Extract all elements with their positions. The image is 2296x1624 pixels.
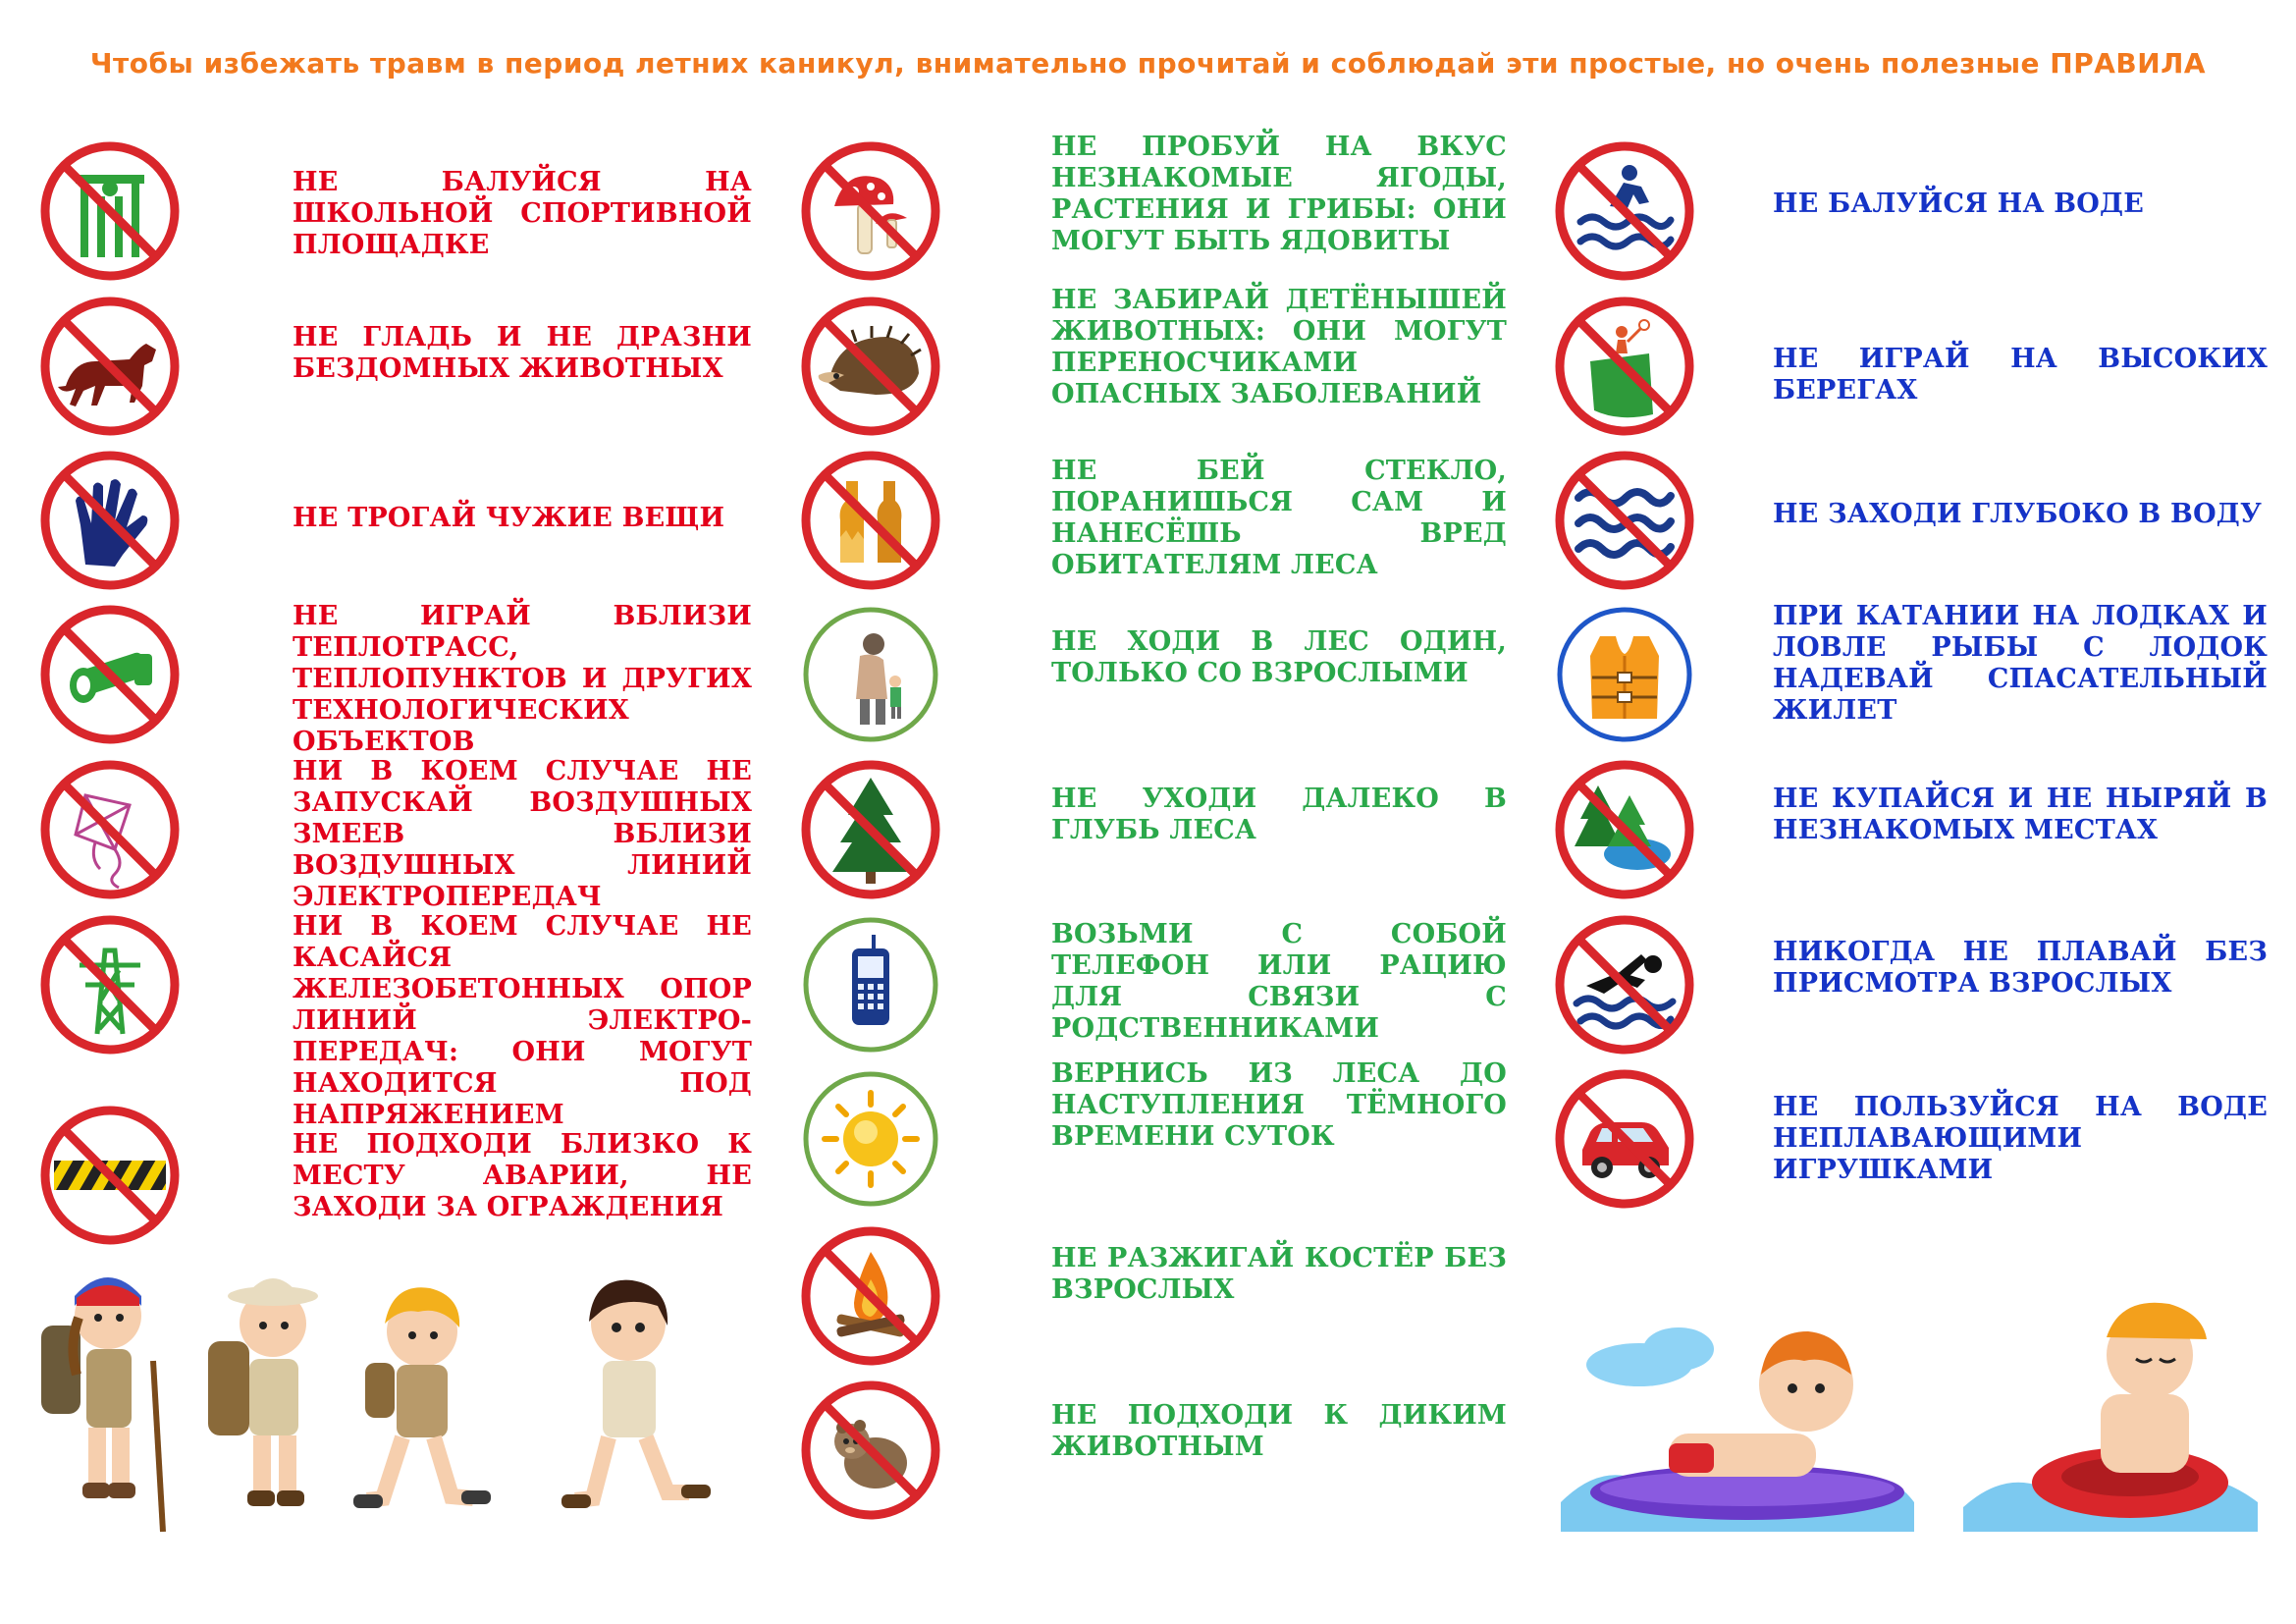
swimmer-prohibited-icon: [1551, 911, 1698, 1058]
campfire-prohibited-icon: [797, 1222, 944, 1370]
running-boy-figure: [353, 1287, 491, 1508]
rule-text: НИ В КОЕМ СЛУЧАЕ НЕ КАСАЙСЯ ЖЕЛЕЗОБЕТОННЫХ ОПОР ЛИНИЙ ЭЛЕКТРО-ПЕРЕДАЧ: ОНИ МОГУТ НАХОДИТСЯ ПОД НАПРЯЖЕНИЕМ: [293, 911, 752, 1130]
hedgehog-prohibited-icon: [797, 293, 944, 440]
rule-text: НЕ РАЗЖИГАЙ КОСТЁР БЕЗ ВЗРОСЛЫХ: [1051, 1243, 1507, 1305]
running-girl-figure: [561, 1280, 711, 1508]
rule-text: НЕ БАЛУЙСЯ НА ВОДЕ: [1773, 189, 2144, 219]
toy-car-prohibited-icon: [1551, 1065, 1698, 1213]
swimming-children-illustration: [1551, 1296, 2277, 1551]
mushroom-prohibited-icon: [797, 137, 944, 285]
rule-text: НЕ ПОЛЬЗУЙСЯ НА ВОДЕ НЕПЛАВАЮЩИМИ ИГРУШКАМИ: [1773, 1092, 2268, 1185]
rule-text: НЕ ЗАХОДИ ГЛУБОКО В ВОДУ: [1773, 499, 2263, 529]
rule-text: НЕ ИГРАЙ ВБЛИЗИ ТЕПЛОТРАСС, ТЕПЛОПУНКТОВ И ДРУГИХ ТЕХНОЛОГИЧЕСКИХ ОБЪЕКТОВ: [293, 601, 752, 757]
rule-text: НЕ ПОДХОДИ К ДИКИМ ЖИВОТНЫМ: [1051, 1400, 1507, 1462]
rule-text: НЕ БАЛУЙСЯ НА ШКОЛЬНОЙ СПОРТИВНОЙ ПЛОЩАДКЕ: [293, 167, 752, 260]
kite-prohibited-icon: [36, 756, 184, 903]
wild-animal-prohibited-icon: [797, 1377, 944, 1524]
mobile-phone-icon: [797, 911, 944, 1058]
fir-tree-prohibited-icon: [797, 756, 944, 903]
rule-text: НЕ ПОДХОДИ БЛИЗКО К МЕСТУ АВАРИИ, НЕ ЗАХОДИ ЗА ОГРАЖДЕНИЯ: [293, 1129, 752, 1222]
boy-in-ring-figure: [2032, 1303, 2228, 1518]
rule-text: НЕ ХОДИ В ЛЕС ОДИН, ТОЛЬКО СО ВЗРОСЛЫМИ: [1051, 626, 1507, 688]
sun-icon: [797, 1065, 944, 1213]
rule-text: НИКОГДА НЕ ПЛАВАЙ БЕЗ ПРИСМОТРА ВЗРОСЛЫХ: [1773, 937, 2268, 999]
rule-text: ВЕРНИСЬ ИЗ ЛЕСА ДО НАСТУПЛЕНИЯ ТЁМНОГО ВРЕМЕНИ СУТОК: [1051, 1058, 1507, 1152]
life-vest-icon: [1551, 601, 1698, 748]
rule-text: НЕ ТРОГАЙ ЧУЖИЕ ВЕЩИ: [293, 503, 725, 533]
rule-text: НИ В КОЕМ СЛУЧАЕ НЕ ЗАПУСКАЙ ВОЗДУШНЫХ ЗМЕЕВ ВБЛИЗИ ВОЗДУШНЫХ ЛИНИЙ ЭЛЕКТРОПЕРЕДАЧ: [293, 756, 752, 912]
stray-dog-prohibited-icon: [36, 293, 184, 440]
barrier-prohibited-icon: [36, 1102, 184, 1249]
rule-text: НЕ КУПАЙСЯ И НЕ НЫРЯЙ В НЕЗНАКОМЫХ МЕСТАХ: [1773, 784, 2268, 845]
water-play-prohibited-icon: [1551, 137, 1698, 285]
gym-bars-prohibited-icon: [36, 137, 184, 285]
page-title: Чтобы избежать травм в период летних каникул, внимательно прочитай и соблюдай эти простые, но очень полезные ПРАВИЛА: [89, 47, 2207, 80]
deep-water-prohibited-icon: [1551, 447, 1698, 594]
rule-text: НЕ ЗАБИРАЙ ДЕТЁНЫШЕЙ ЖИВОТНЫХ: ОНИ МОГУТ ПЕРЕНОСЧИКАМИ ОПАСНЫХ ЗАБОЛЕВАНИЙ: [1051, 285, 1507, 409]
hiking-children-illustration: [29, 1267, 756, 1561]
rule-text: НЕ ПРОБУЙ НА ВКУС НЕЗНАКОМЫЕ ЯГОДЫ, РАСТЕНИЯ И ГРИБЫ: ОНИ МОГУТ БЫТЬ ЯДОВИТЫ: [1051, 132, 1507, 256]
rule-text: НЕ УХОДИ ДАЛЕКО В ГЛУБЬ ЛЕСА: [1051, 784, 1507, 845]
adult-with-child-icon: [797, 601, 944, 748]
hiker-boy-figure: [208, 1278, 318, 1506]
unknown-lake-prohibited-icon: [1551, 756, 1698, 903]
rule-text: НЕ ИГРАЙ НА ВЫСОКИХ БЕРЕГАХ: [1773, 344, 2268, 406]
hand-prohibited-icon: [36, 447, 184, 594]
rule-text: ПРИ КАТАНИИ НА ЛОДКАХ И ЛОВЛЕ РЫБЫ С ЛОДОК НАДЕВАЙ СПАСАТЕЛЬНЫЙ ЖИЛЕТ: [1773, 601, 2268, 726]
rule-text: ВОЗЬМИ С СОБОЙ ТЕЛЕФОН ИЛИ РАЦИЮ ДЛЯ СВЯЗИ С РОДСТВЕННИКАМИ: [1051, 919, 1507, 1044]
bottles-prohibited-icon: [797, 447, 944, 594]
power-tower-prohibited-icon: [36, 911, 184, 1058]
rule-text: НЕ БЕЙ СТЕКЛО, ПОРАНИШЬСЯ САМ И НАНЕСЁШЬ ВРЕД ОБИТАТЕЛЯМ ЛЕСА: [1051, 456, 1507, 580]
heating-pipe-prohibited-icon: [36, 601, 184, 748]
hiker-girl-figure: [41, 1277, 163, 1532]
rule-text: НЕ ГЛАДЬ И НЕ ДРАЗНИ БЕЗДОМНЫХ ЖИВОТНЫХ: [293, 322, 752, 384]
high-bank-prohibited-icon: [1551, 293, 1698, 440]
